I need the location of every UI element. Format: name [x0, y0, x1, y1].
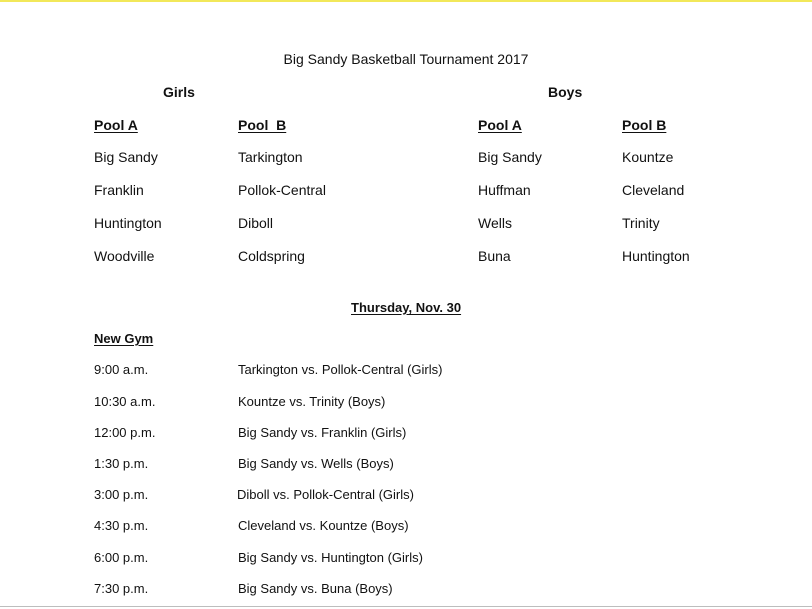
boys-pool-a-team: Buna: [478, 248, 511, 264]
girls-pool-a-team: Huntington: [94, 215, 162, 231]
boys-pool-b-team: Kountze: [622, 149, 674, 165]
boys-pool-b-heading: Pool B: [622, 117, 667, 133]
girls-pool-b-team: Pollok-Central: [238, 182, 326, 198]
page-bottom-border: [0, 606, 812, 607]
game-time: 1:30 p.m.: [94, 456, 149, 471]
boys-pool-a-team: Huffman: [478, 182, 531, 198]
game-matchup: Tarkington vs. Pollok-Central (Girls): [238, 362, 443, 377]
boys-pool-b-team: Cleveland: [622, 182, 685, 198]
game-matchup: Kountze vs. Trinity (Boys): [238, 394, 386, 409]
game-time: 7:30 p.m.: [94, 581, 149, 596]
game-time: 3:00 p.m.: [94, 487, 149, 502]
venue-heading: New Gym: [94, 331, 154, 346]
game-matchup: Big Sandy vs. Buna (Boys): [238, 581, 393, 596]
boys-pool-a-team: Wells: [478, 215, 512, 231]
boys-heading: Boys: [548, 84, 583, 100]
boys-pool-a-heading: Pool A: [478, 117, 522, 133]
girls-pool-b-team: Diboll: [238, 215, 274, 231]
schedule-day-heading: Thursday, Nov. 30: [351, 300, 462, 315]
boys-pool-a-team: Big Sandy: [478, 149, 542, 165]
girls-pool-a-team: Woodville: [94, 248, 155, 264]
game-matchup: Cleveland vs. Kountze (Boys): [238, 518, 409, 533]
girls-pool-a-team: Big Sandy: [94, 149, 158, 165]
girls-heading: Girls: [163, 84, 195, 100]
page-top-border: [0, 0, 812, 2]
boys-pool-b-team: Trinity: [622, 215, 660, 231]
game-time: 12:00 p.m.: [94, 425, 156, 440]
game-time: 9:00 a.m.: [94, 362, 149, 377]
game-matchup: Big Sandy vs. Huntington (Girls): [238, 550, 423, 565]
game-matchup: Big Sandy vs. Wells (Boys): [238, 456, 394, 471]
game-matchup: Diboll vs. Pollok-Central (Girls): [237, 487, 414, 502]
boys-pool-b-team: Huntington: [622, 248, 690, 264]
girls-pool-b-team: Coldspring: [238, 248, 305, 264]
girls-pool-b-team: Tarkington: [238, 149, 303, 165]
girls-pool-a-team: Franklin: [94, 182, 144, 198]
girls-pool-b-heading: Pool B: [238, 117, 287, 133]
game-time: 4:30 p.m.: [94, 518, 149, 533]
game-time: 10:30 a.m.: [94, 394, 156, 409]
document-title: Big Sandy Basketball Tournament 2017: [283, 51, 529, 67]
game-time: 6:00 p.m.: [94, 550, 149, 565]
game-matchup: Big Sandy vs. Franklin (Girls): [238, 425, 407, 440]
girls-pool-a-heading: Pool A: [94, 117, 138, 133]
